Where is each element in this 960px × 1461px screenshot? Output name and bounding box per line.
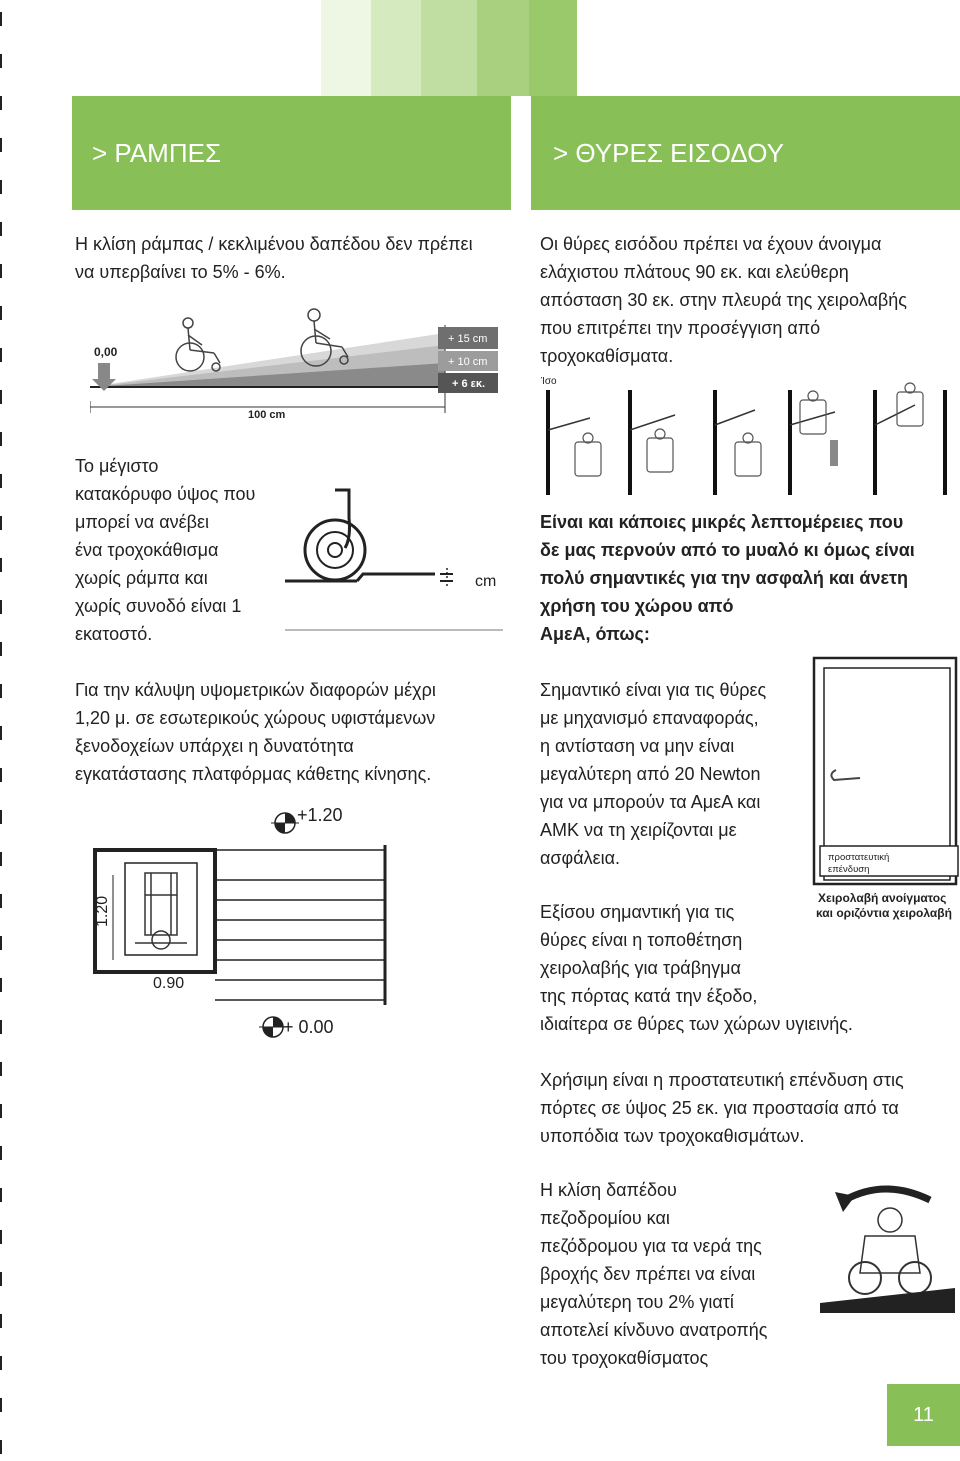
page-number: 11 xyxy=(887,1384,960,1446)
ramp-length-label: 100 cm xyxy=(248,409,286,421)
heading-ramps: > ΡΑΜΠΕΣ xyxy=(72,96,511,210)
door-width-text xyxy=(540,230,950,370)
ramp-plus15-label: + 15 cm xyxy=(448,333,488,345)
margin-tick xyxy=(0,12,2,26)
max-step-line: χωρίς συνοδό είναι 1 xyxy=(75,596,242,616)
lift-text xyxy=(75,676,505,788)
kick-plate-text xyxy=(540,1066,960,1150)
lift-width-dim: 0.90 xyxy=(153,975,185,992)
details-line: χρήση του χώρου από xyxy=(540,596,734,616)
top-stripe xyxy=(421,0,477,96)
top-stripe xyxy=(371,0,421,96)
max-step-text xyxy=(75,452,285,648)
ramp-plus10-label: + 10 cm xyxy=(448,356,488,368)
details-line: Είναι και κάποιες μικρές λεπτομέρειες που xyxy=(540,512,904,532)
margin-tick xyxy=(0,1272,2,1286)
lift-line: ξενοδοχείων υπάρχει η δυνατότητα xyxy=(75,736,354,756)
tip-over-figure xyxy=(805,1178,955,1313)
lift-figure xyxy=(85,795,410,1045)
lift-height-dim: 1.20 xyxy=(94,895,111,927)
kick-plate-label-2: επένδυση xyxy=(828,864,870,875)
door-approach-figure xyxy=(535,370,960,500)
details-line: πολύ σημαντικές για την ασφαλή και άνετη xyxy=(540,568,909,588)
door-width-line: ελάχιστου πλάτους 90 εκ. και ελεύθερη xyxy=(540,262,849,282)
newton-line: μεγαλύτερη από 20 Newton xyxy=(540,764,761,784)
margin-tick xyxy=(0,768,2,782)
margin-tick xyxy=(0,936,2,950)
details-line: ΑμεΑ, όπως: xyxy=(540,624,650,644)
margin-tick xyxy=(0,96,2,110)
margin-tick xyxy=(0,726,2,740)
door-approach-label: Ίσο xyxy=(541,376,557,387)
details-text xyxy=(540,508,950,648)
details-line: δε μας περνούν από το μυαλό κι όμως είναι xyxy=(540,540,915,560)
margin-tick xyxy=(0,852,2,866)
lift-line: 1,20 μ. σε εσωτερικούς χώρους υφιστάμενων xyxy=(75,708,436,728)
kick-plate-line: Χρήσιμη είναι η προστατευτική επένδυση στις xyxy=(540,1070,904,1090)
ramp-slope-text: Η κλίση ράμπας / κεκλιμένου δαπέδου δεν πρέπει να υπερβαίνει το 5% - 6%. xyxy=(75,234,473,282)
top-stripe xyxy=(477,0,529,96)
slope-line: Η κλίση δαπέδου xyxy=(540,1180,677,1200)
max-step-line: ένα τροχοκάθισμα xyxy=(75,540,219,560)
door-width-line: που επιτρέπει την προσέγγιση από xyxy=(540,318,821,338)
lift-top-level: +1.20 xyxy=(297,805,343,825)
margin-tick xyxy=(0,1062,2,1076)
margin-tick xyxy=(0,1314,2,1328)
newton-line: η αντίσταση να μην είναι xyxy=(540,736,735,756)
newton-line: ασφάλεια. xyxy=(540,848,621,868)
pull-handle-line: της πόρτας κατά την έξοδο, xyxy=(540,986,758,1006)
margin-tick xyxy=(0,1230,2,1244)
margin-tick xyxy=(0,558,2,572)
door-width-line: τροχοκαθίσματα. xyxy=(540,346,674,366)
kick-plate-line: υποπόδια των τροχοκαθισμάτων. xyxy=(540,1126,805,1146)
lift-line: Για την κάλυψη υψομετρικών διαφορών μέχρι xyxy=(75,680,436,700)
margin-tick xyxy=(0,306,2,320)
margin-tick xyxy=(0,516,2,530)
margin-tick xyxy=(0,684,2,698)
margin-tick xyxy=(0,1020,2,1034)
kick-plate-line: πόρτες σε ύψος 25 εκ. για προστασία από τα xyxy=(540,1098,899,1118)
door-width-line: Οι θύρες εισόδου πρέπει να έχουν άνοιγμα xyxy=(540,234,882,254)
margin-tick xyxy=(0,600,2,614)
margin-tick xyxy=(0,978,2,992)
margin-tick xyxy=(0,810,2,824)
margin-tick xyxy=(0,1188,2,1202)
top-stripe xyxy=(529,0,577,96)
margin-tick xyxy=(0,54,2,68)
heading-doors: > ΘΥΡΕΣ ΕΙΣΟΔΟΥ xyxy=(531,96,960,210)
pull-handle-line: ιδιαίτερα σε θύρες των χώρων υγιεινής. xyxy=(540,1014,853,1034)
margin-tick xyxy=(0,1356,2,1370)
kick-plate-label-1: προστατευτική xyxy=(828,852,890,863)
ramp-zero-label: 0,00 xyxy=(94,345,118,359)
lift-line: εγκατάστασης πλατφόρμας κάθετης κίνησης. xyxy=(75,764,432,784)
slope-text xyxy=(540,1176,810,1372)
margin-tick xyxy=(0,1146,2,1160)
margin-tick xyxy=(0,1104,2,1118)
margin-tick xyxy=(0,894,2,908)
margin-tick xyxy=(0,1398,2,1412)
margin-tick xyxy=(0,222,2,236)
step-unit-label: cm xyxy=(475,573,497,590)
handle-caption-2: και οριζόντια χειρολαβή xyxy=(816,906,952,920)
door-handle-figure xyxy=(810,654,960,924)
newton-text xyxy=(540,676,820,872)
margin-tick xyxy=(0,474,2,488)
max-step-line: Το μέγιστο xyxy=(75,456,159,476)
ramp-figure xyxy=(90,305,510,425)
margin-tick xyxy=(0,432,2,446)
slope-line: του τροχοκαθίσματος xyxy=(540,1348,709,1368)
newton-line: για να μπορούν τα ΑμεΑ και xyxy=(540,792,761,812)
margin-tick xyxy=(0,642,2,656)
margin-tick xyxy=(0,138,2,152)
margin-tick xyxy=(0,264,2,278)
lift-bottom-level: + 0.00 xyxy=(283,1017,334,1037)
newton-line: Σημαντικό είναι για τις θύρες xyxy=(540,680,767,700)
margin-tick xyxy=(0,390,2,404)
slope-line: αποτελεί κίνδυνο ανατροπής xyxy=(540,1320,768,1340)
slope-line: πεζόδρομου για τα νερά της xyxy=(540,1236,762,1256)
pull-handle-text xyxy=(540,898,960,1038)
door-width-line: απόσταση 30 εκ. στην πλευρά της χειρολαβής xyxy=(540,290,907,310)
slope-line: βροχής δεν πρέπει να είναι xyxy=(540,1264,756,1284)
pull-handle-line: θύρες είναι η τοποθέτηση xyxy=(540,930,743,950)
margin-tick xyxy=(0,180,2,194)
max-step-line: μπορεί να ανέβει xyxy=(75,512,210,532)
ramp-plus6-label: + 6 εκ. xyxy=(452,378,486,390)
slope-line: μεγαλύτερη του 2% γιατί xyxy=(540,1292,734,1312)
max-step-line: κατακόρυφο ύψος που xyxy=(75,484,256,504)
margin-tick xyxy=(0,348,2,362)
handle-caption-1: Χειρολαβή ανοίγματος xyxy=(818,891,947,905)
pull-handle-line: Εξίσου σημαντική για τις xyxy=(540,902,735,922)
slope-line: πεζοδρομίου και xyxy=(540,1208,670,1228)
max-step-line: εκατοστό. xyxy=(75,624,153,644)
level-marker-top xyxy=(271,813,299,833)
newton-line: με μηχανισμό επαναφοράς, xyxy=(540,708,759,728)
margin-tick xyxy=(0,1440,2,1454)
newton-line: ΑΜΚ να τη χειρίζονται με xyxy=(540,820,737,840)
top-stripe xyxy=(321,0,371,96)
pull-handle-line: χειρολαβής για τράβηγμα xyxy=(540,958,741,978)
step-figure xyxy=(285,488,505,638)
max-step-line: χωρίς ράμπα και xyxy=(75,568,208,588)
